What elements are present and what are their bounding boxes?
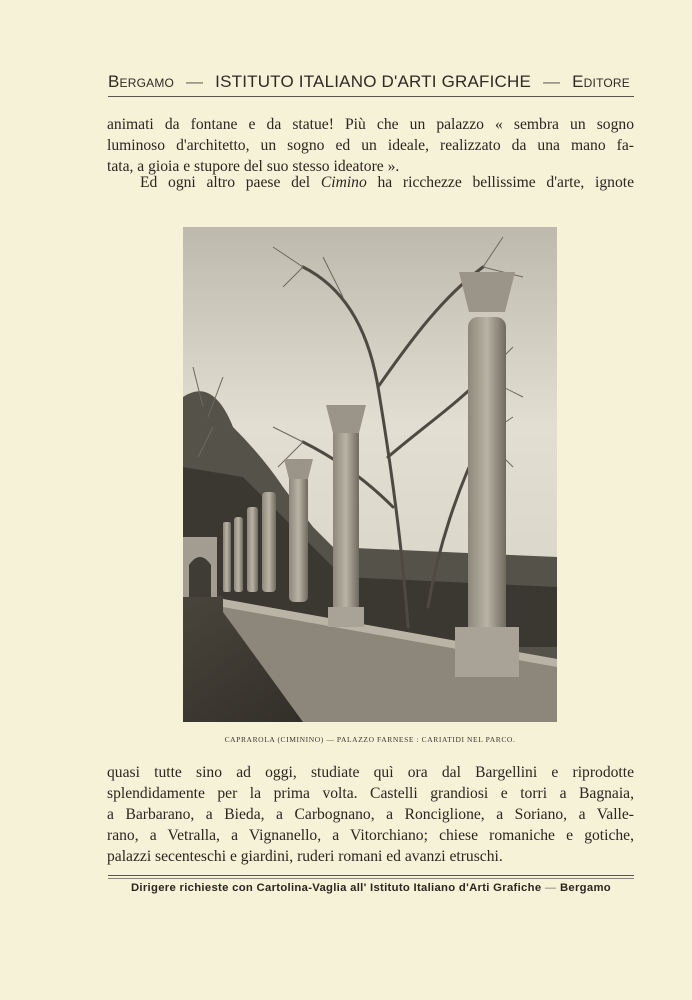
footer-rule — [108, 875, 634, 876]
header-rule — [108, 96, 634, 97]
caryatids-photo-drawing — [183, 227, 557, 722]
text-line: luminoso d'architetto, un sogno ed un ideale, realizzato da una mano fa- — [107, 137, 634, 154]
footer-rule-thin — [108, 878, 634, 879]
footer-separator: — — [544, 882, 557, 894]
text-run: Ed ogni altro paese del — [140, 174, 321, 191]
header-separator-right: — — [542, 72, 561, 91]
text-line: rano, a Vetralla, a Vignanello, a Vitorchiano; chiese romaniche e gotiche, — [107, 827, 634, 844]
text-line: tata, a gioia e stupore del suo stesso ideatore ». — [107, 158, 400, 175]
header-separator-left: — — [186, 72, 204, 91]
paragraph-intro — [107, 114, 634, 177]
text-run: ha ricchezze bellissime d'arte, ignote — [366, 174, 634, 191]
header-publisher: ISTITUTO ITALIANO D'ARTI GRAFICHE — [215, 72, 532, 91]
header-role: Editore — [572, 72, 630, 91]
footer-instruction: Dirigere richieste con Cartolina-Vaglia all' Istituto Italiano d'Arti Grafiche — [130, 882, 542, 894]
photograph-caryatids — [183, 227, 557, 722]
photo-caption: CAPRAROLA (CIMININO) — PALAZZO FARNESE : CARIATIDI NEL PARCO. — [224, 735, 516, 744]
text-line: quasi tutte sino ad oggi, studiate quì ora dal Bargellini e riprodotte — [107, 764, 634, 781]
text-line — [107, 172, 634, 193]
paragraph-cimino — [107, 172, 634, 193]
text-line: splendidamente per la prima volta. Castelli grandiosi e torri a Bagnaia, — [107, 785, 634, 802]
page-header — [108, 72, 630, 92]
footer-city: Bergamo — [559, 882, 612, 894]
text-line: animati da fontane e da statue! Più che un palazzo « sembra un sogno — [107, 116, 634, 133]
text-line: palazzi secenteschi e giardini, ruderi romani ed avanzi etruschi. — [107, 848, 503, 865]
page-footer — [108, 882, 634, 894]
paragraph-bargellini — [107, 762, 634, 867]
italic-term: Cimino — [320, 174, 367, 191]
text-line: a Barbarano, a Bieda, a Carbognano, a Ronciglione, a Soriano, a Valle- — [107, 806, 634, 823]
header-city: Bergamo — [108, 72, 175, 91]
